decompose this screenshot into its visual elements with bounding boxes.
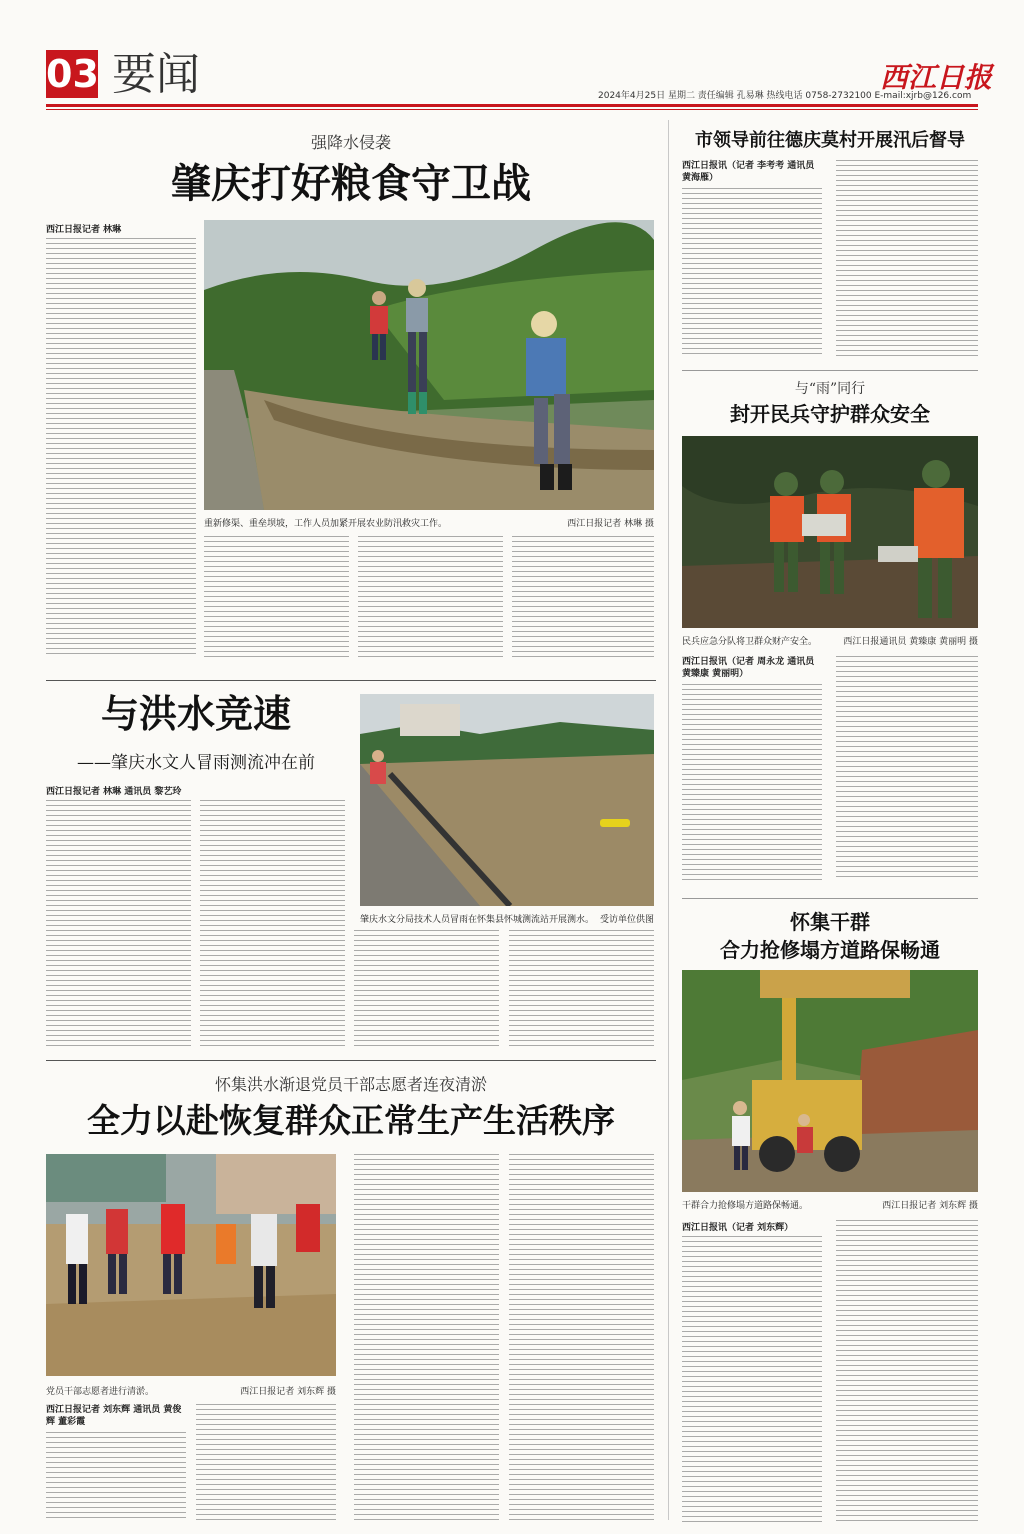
grain-body-col3 bbox=[358, 536, 503, 661]
grain-kicker: 强降水侵袭 bbox=[310, 133, 391, 152]
newspaper-logo: 西江日报 bbox=[880, 61, 993, 94]
road-photo-caption: 干群合力抢修塌方道路保畅通。 bbox=[682, 1201, 809, 1211]
grain-body-col4 bbox=[512, 536, 654, 661]
road-body-col1 bbox=[682, 1236, 822, 1522]
right-divider-1 bbox=[682, 370, 978, 371]
militia-body-col2 bbox=[836, 656, 978, 880]
road-photo-caption-row bbox=[682, 1198, 978, 1211]
huaiji-body-col1 bbox=[46, 1432, 186, 1522]
right-divider-2 bbox=[682, 898, 978, 899]
huaiji-body-col4 bbox=[509, 1154, 654, 1522]
road-body-col2 bbox=[836, 1220, 978, 1522]
grain-photo-credit: 西江日报记者 林琳 摄 bbox=[567, 519, 654, 529]
deqing-headline: 市领导前往德庆莫村开展汛后督导 bbox=[695, 130, 965, 151]
grain-byline: 西江日报记者 林琳 bbox=[46, 225, 122, 235]
huaiji-body-col2 bbox=[196, 1404, 336, 1522]
road-byline: 西江日报讯（记者 刘东辉） bbox=[682, 1223, 794, 1233]
issue-info: 2024年4月25日 星期二 责任编辑 孔易琳 热线电话 0758-2732100 E-mail:xjrb@126.com bbox=[598, 91, 972, 101]
militia-photo-caption-row bbox=[682, 634, 978, 647]
road-headline-line2: 合力抢修塌方道路保畅通 bbox=[720, 938, 940, 962]
hydro-photo bbox=[360, 694, 654, 906]
hydro-subhead: ——肇庆水文人冒雨测流冲在前 bbox=[77, 753, 315, 773]
grain-photo-caption-row bbox=[204, 516, 654, 529]
hydro-body-col4 bbox=[509, 930, 654, 1050]
grain-body-col2 bbox=[204, 536, 349, 661]
militia-headline: 封开民兵守护群众安全 bbox=[730, 402, 930, 426]
militia-photo-credit: 西江日报通讯员 黄臻康 黄丽明 摄 bbox=[843, 637, 978, 647]
hydro-byline: 西江日报记者 林琳 通讯员 黎艺玲 bbox=[46, 787, 182, 797]
story-divider-1 bbox=[46, 680, 656, 681]
masthead-rule-thin bbox=[46, 109, 978, 110]
road-photo-credit: 西江日报记者 刘东辉 摄 bbox=[882, 1201, 978, 1211]
grain-headline: 肇庆打好粮食守卫战 bbox=[171, 160, 531, 207]
grain-photo-caption: 重新修渠、重垒坝坡，工作人员加紧开展农业防汛救灾工作。 bbox=[204, 519, 448, 529]
hydro-photo-credit: 受访单位供图 bbox=[599, 915, 654, 925]
section-title: 要闻 bbox=[112, 49, 200, 100]
masthead-rule bbox=[46, 104, 978, 107]
huaiji-kicker: 怀集洪水渐退党员干部志愿者连夜清淤 bbox=[214, 1075, 487, 1094]
militia-kicker: 与“雨”同行 bbox=[794, 381, 866, 397]
hydro-body-col3 bbox=[354, 930, 499, 1050]
hydro-headline: 与洪水竞速 bbox=[100, 691, 291, 736]
deqing-byline: 西江日报讯（记者 李考考 通讯员 黄海雁） bbox=[682, 161, 815, 183]
hydro-body-col1 bbox=[46, 800, 191, 1050]
huaiji-photo-credit: 西江日报记者 刘东辉 摄 bbox=[240, 1387, 336, 1397]
hydro-body-col2 bbox=[200, 800, 345, 1050]
hydro-photo-caption-row bbox=[360, 912, 654, 925]
militia-photo-caption: 民兵应急分队将卫群众财产安全。 bbox=[682, 637, 818, 647]
page-number-badge: 03 bbox=[46, 52, 99, 96]
huaiji-byline: 西江日报记者 刘东辉 通讯员 黄俊辉 董彩霞 bbox=[46, 1405, 182, 1427]
story-divider-2 bbox=[46, 1060, 656, 1061]
huaiji-photo bbox=[46, 1154, 336, 1376]
hydro-photo-caption: 肇庆水文分局技术人员冒雨在怀集县怀城测流站开展测水。 bbox=[360, 915, 595, 925]
deqing-body-col2 bbox=[836, 160, 978, 358]
militia-photo bbox=[682, 436, 978, 628]
huaiji-headline: 全力以赴恢复群众正常生产生活秩序 bbox=[87, 1101, 615, 1140]
deqing-body-col1 bbox=[682, 188, 822, 358]
huaiji-photo-caption-row bbox=[46, 1384, 336, 1397]
huaiji-photo-caption: 党员干部志愿者进行清淤。 bbox=[46, 1387, 155, 1397]
column-divider bbox=[668, 120, 669, 1520]
militia-byline: 西江日报讯（记者 周永龙 通讯员 黄臻康 黄丽明） bbox=[682, 657, 815, 679]
huaiji-body-col3 bbox=[354, 1154, 499, 1522]
road-photo bbox=[682, 970, 978, 1192]
grain-photo bbox=[204, 220, 654, 510]
grain-body-col1 bbox=[46, 238, 196, 658]
militia-body-col1 bbox=[682, 684, 822, 880]
road-headline-line1: 怀集干群 bbox=[790, 910, 870, 934]
